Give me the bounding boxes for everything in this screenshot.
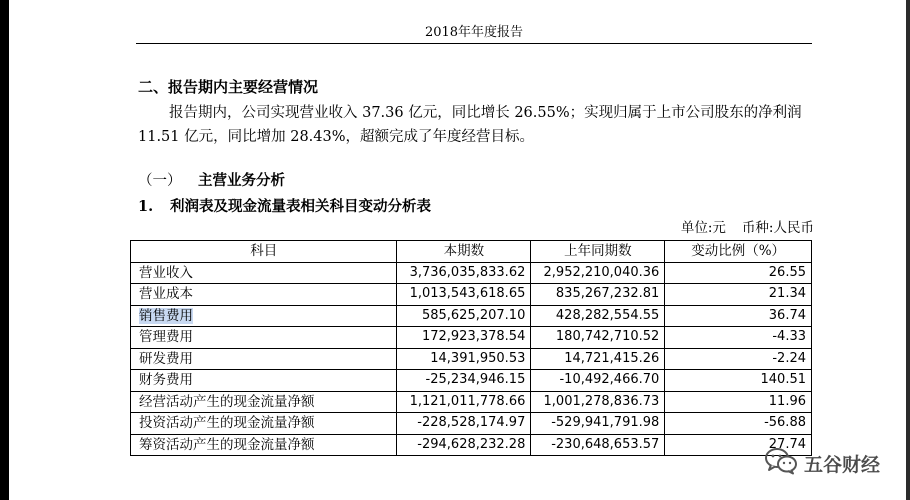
change-value: 11.96 — [665, 391, 812, 413]
table-row — [131, 348, 812, 370]
row-name-text: 营业成本 — [139, 286, 193, 303]
change-value: -2.24 — [665, 348, 812, 370]
wechat-icon — [764, 447, 798, 480]
watermark-text: 五谷财经 — [803, 453, 880, 476]
column-header: 科目 — [131, 241, 397, 263]
sub-heading-title: 主营业务分析 — [198, 172, 285, 189]
current-value: 172,923,378.54 — [397, 327, 531, 349]
row-name — [131, 284, 397, 306]
row-name-text: 管理费用 — [139, 329, 193, 346]
column-header: 变动比例（%） — [665, 241, 812, 263]
prior-value: 2,952,210,040.36 — [531, 262, 665, 284]
table-row — [131, 370, 812, 392]
table-header-row — [131, 241, 812, 263]
change-value: 140.51 — [665, 370, 812, 392]
table-row — [131, 327, 812, 349]
section-heading: 二、报告期内主要经营情况 — [138, 78, 319, 96]
row-name — [131, 305, 397, 327]
subsub-heading — [138, 197, 431, 217]
current-value: -228,528,174.97 — [397, 413, 531, 435]
financial-table — [130, 240, 812, 456]
change-value: -56.88 — [665, 413, 812, 435]
right-edge-strip — [906, 0, 910, 500]
column-header: 上年同期数 — [531, 241, 665, 263]
prior-value: 1,001,278,836.73 — [531, 391, 665, 413]
current-value: -294,628,232.28 — [397, 434, 531, 456]
row-name-text: 营业收入 — [139, 264, 193, 281]
row-name — [131, 434, 397, 456]
prior-value: 428,282,554.55 — [531, 305, 665, 327]
table-row — [131, 262, 812, 284]
unit-label: 单位:元 — [680, 220, 726, 236]
change-value: 26.55 — [665, 262, 812, 284]
current-value: 14,391,950.53 — [397, 348, 531, 370]
prior-value: -230,648,653.57 — [531, 434, 665, 456]
row-name — [131, 391, 397, 413]
current-value: 1,013,543,618.65 — [397, 284, 531, 306]
left-edge-strip — [0, 0, 9, 500]
column-header: 本期数 — [397, 241, 531, 263]
page-header: 2018年年度报告 — [136, 23, 812, 44]
row-name — [131, 348, 397, 370]
row-name-text-selected[interactable]: 销售费用 — [139, 307, 193, 324]
watermark — [764, 448, 880, 478]
prior-value: -10,492,466.70 — [531, 370, 665, 392]
table-row — [131, 434, 812, 456]
row-name — [131, 413, 397, 435]
change-value: -4.33 — [665, 327, 812, 349]
row-name — [131, 262, 397, 284]
unit-line — [681, 219, 814, 237]
current-value: 1,121,011,778.66 — [397, 391, 531, 413]
table-row — [131, 413, 812, 435]
change-value: 36.74 — [665, 305, 812, 327]
prior-value: 180,742,710.52 — [531, 327, 665, 349]
sub-heading — [138, 171, 285, 191]
row-name-text: 投资活动产生的现金流量净额 — [139, 415, 315, 432]
row-name-text: 研发费用 — [139, 350, 193, 367]
sub-heading-number: （一） — [138, 173, 182, 189]
row-name-text: 财务费用 — [139, 372, 193, 389]
currency-label: 币种:人民币 — [741, 220, 814, 236]
subsub-heading-title: 利润表及现金流量表相关科目变动分析表 — [170, 198, 431, 215]
row-name-text: 筹资活动产生的现金流量净额 — [139, 436, 315, 453]
table-row — [131, 284, 812, 306]
change-value: 21.34 — [665, 284, 812, 306]
prior-value: 835,267,232.81 — [531, 284, 665, 306]
prior-value: 14,721,415.26 — [531, 348, 665, 370]
prior-value: -529,941,791.98 — [531, 413, 665, 435]
subsub-heading-number: 1. — [138, 198, 154, 215]
table-row — [131, 391, 812, 413]
current-value: -25,234,946.15 — [397, 370, 531, 392]
current-value: 3,736,035,833.62 — [397, 262, 531, 284]
table-row — [131, 305, 812, 327]
current-value: 585,625,207.10 — [397, 305, 531, 327]
row-name — [131, 370, 397, 392]
summary-paragraph: 报告期内，公司实现营业收入 37.36 亿元，同比增长 26.55%；实现归属于上市公司股东的净利润 11.51 亿元，同比增加 28.43%，超额完成了年度经营目标。 — [138, 105, 802, 145]
row-name-text: 经营活动产生的现金流量净额 — [139, 393, 315, 410]
row-name — [131, 327, 397, 349]
change-value: 27.74 — [665, 434, 812, 456]
